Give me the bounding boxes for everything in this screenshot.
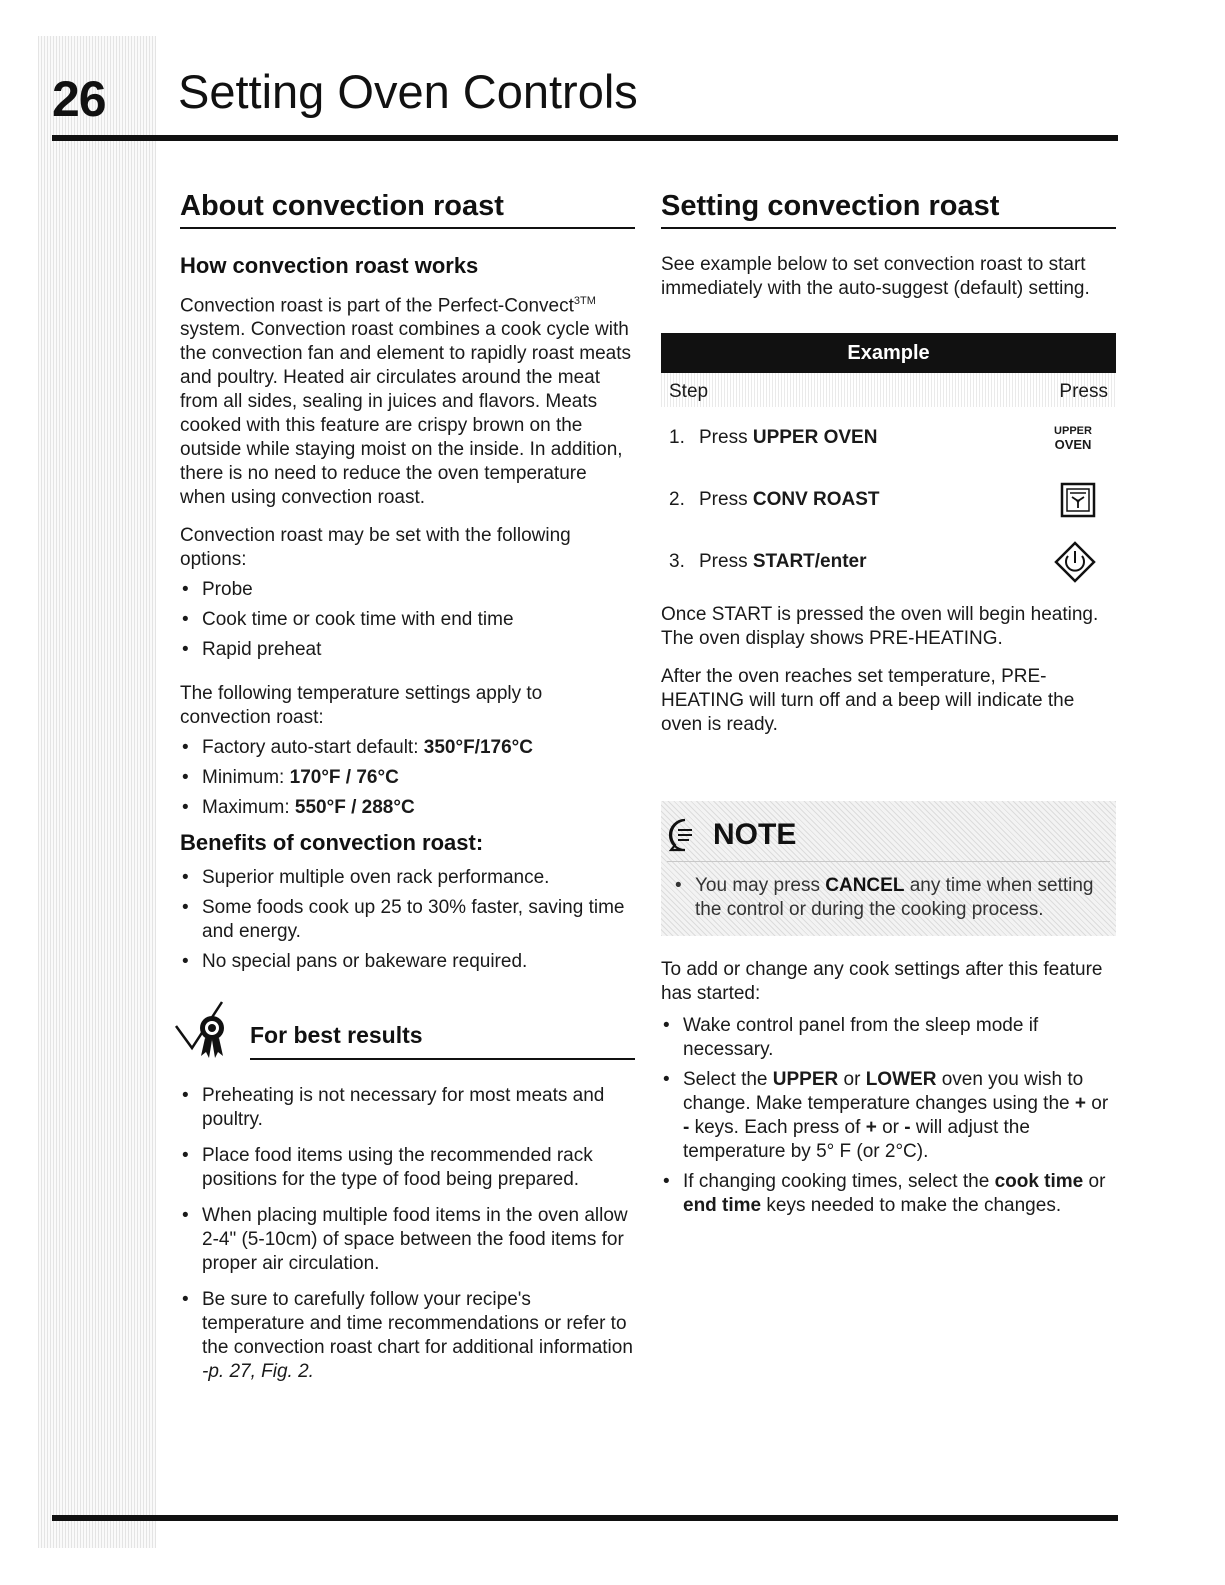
- options-intro: Convection roast may be set with the following options:: [180, 525, 571, 571]
- list-item: • Superior multiple oven rack performance.: [180, 866, 635, 890]
- example-bar: Example: [661, 333, 1116, 373]
- list-item: • Rapid preheat: [180, 638, 635, 662]
- list-item: • Maximum: 550°F / 288°C: [180, 796, 635, 820]
- list-item: • Place food items using the recommended rack positions for the type of food being prepared.: [180, 1144, 635, 1192]
- upper-oven-key: UPPER OVEN: [1054, 425, 1092, 452]
- list-item: • Be sure to carefully follow your recipe's temperature and time recommendations or refer to the convection roast chart for additional information -p. 27, Fig. 2.: [180, 1288, 635, 1384]
- temps-intro: The following temperature settings apply to convection roast:: [180, 683, 543, 729]
- intro-paragraph: Convection roast is part of the Perfect-Convect$^{3TM}$ system. Convection roast combines a cook cycle with the convection fan and element to rapidly roast meats and poultry. Heated air circulates around the meat from all sides, sealing in juices and flavors. Meats cooked with this feature are crispy brown on the outside while staying moist on the inside. In addition, there is no need to reduce the oven temperature when using convection roast.: [180, 295, 631, 509]
- about-heading: About convection roast: [180, 190, 635, 229]
- bottom-rule: [52, 1515, 1118, 1521]
- step-column-label: Step: [669, 381, 709, 402]
- list-item: • Select the UPPER or LOWER oven you wish to change. Make temperature changes using the + or - keys. Each press of + or - will adjust the temperature by 5° F (or 2°C).: [661, 1068, 1116, 1164]
- note-title: NOTE: [713, 818, 797, 851]
- change-list: [661, 1014, 1116, 1218]
- page-title: Setting Oven Controls: [178, 65, 638, 118]
- note-box: [661, 801, 1116, 936]
- best-results-title: For best results: [250, 1022, 423, 1049]
- after-temp-paragraph: After the oven reaches set temperature, PRE-HEATING will turn off and a beep will indicate the oven is ready.: [661, 666, 1075, 735]
- options-list: [180, 578, 635, 662]
- step-row: 1. Press UPPER OVEN UPPER OVEN: [661, 407, 1116, 469]
- press-column-label: Press: [1059, 381, 1108, 402]
- side-strip: [38, 36, 156, 1548]
- award-ribbon-icon: [172, 998, 238, 1064]
- note-icon: [667, 817, 703, 853]
- list-item: • Factory auto-start default: 350°F/176°C: [180, 736, 635, 760]
- note-list: [667, 874, 1110, 922]
- benefits-list: [180, 866, 635, 974]
- after-start-paragraph: Once START is pressed the oven will begin heating. The oven display shows PRE-HEATING.: [661, 604, 1099, 649]
- best-results-rule: [250, 1058, 635, 1060]
- benefits-heading: Benefits of convection roast:: [180, 830, 484, 856]
- list-item: • If changing cooking times, select the cook time or end time keys needed to make the changes.: [661, 1170, 1116, 1218]
- step-row: 2. Press CONV ROAST: [661, 469, 1116, 531]
- setting-intro: See example below to set convection roast to start immediately with the auto-suggest (default) setting.: [661, 254, 1090, 299]
- note-header: [667, 809, 1110, 862]
- setting-heading: Setting convection roast: [661, 190, 1116, 229]
- left-column: [180, 190, 635, 1384]
- how-heading: How convection roast works: [180, 253, 479, 278]
- change-intro: To add or change any cook settings after this feature has started:: [661, 959, 1103, 1004]
- list-item: • You may press CANCEL any time when setting the control or during the cooking process.: [667, 874, 1110, 922]
- list-item: • Some foods cook up 25 to 30% faster, saving time and energy.: [180, 896, 635, 944]
- best-results-list: [180, 1084, 635, 1384]
- list-item: • No special pans or bakeware required.: [180, 950, 635, 974]
- list-item: • Wake control panel from the sleep mode if necessary.: [661, 1014, 1116, 1062]
- list-item: • Minimum: 170°F / 76°C: [180, 766, 635, 790]
- page-number: 26: [52, 71, 106, 127]
- list-item: • Cook time or cook time with end time: [180, 608, 635, 632]
- list-item: • Probe: [180, 578, 635, 602]
- list-item: • Preheating is not necessary for most meats and poultry.: [180, 1084, 635, 1132]
- top-rule: [52, 135, 1118, 141]
- list-item: • When placing multiple food items in the oven allow 2-4" (5-10cm) of space between the food items for proper air circulation.: [180, 1204, 635, 1276]
- step-header: [661, 373, 1116, 407]
- best-results-header: [180, 998, 635, 1064]
- start-key-icon: [1054, 541, 1096, 583]
- temps-list: [180, 736, 635, 820]
- step-row: 3. Press START/enter: [661, 531, 1116, 593]
- right-column: [661, 190, 1116, 1218]
- conv-roast-key-icon: [1060, 482, 1096, 518]
- page-reference: -p. 27, Fig. 2.: [202, 1361, 314, 1383]
